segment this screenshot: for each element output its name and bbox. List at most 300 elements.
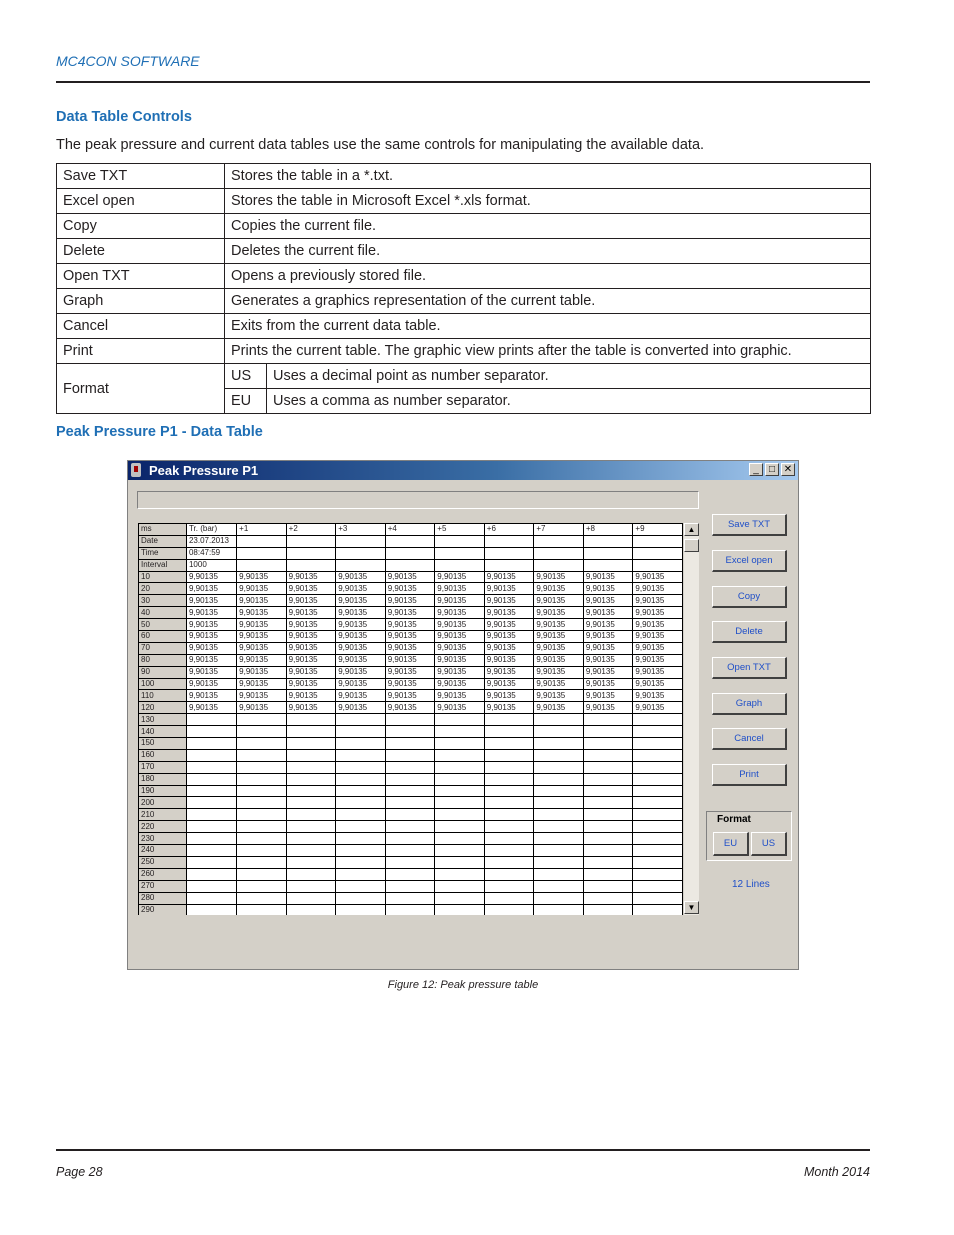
grid-cell[interactable]: 9,90135 [484,678,534,690]
grid-cell[interactable]: 9,90135 [435,619,485,631]
grid-cell[interactable]: 9,90135 [385,702,435,714]
grid-cell[interactable] [633,726,683,738]
excel-open-button[interactable]: Excel open [712,550,787,572]
grid-cell[interactable] [534,892,584,904]
grid-cell[interactable] [633,797,683,809]
copy-button[interactable]: Copy [712,586,787,608]
grid-cell[interactable] [237,797,287,809]
grid-cell[interactable] [286,547,336,559]
grid-cell[interactable]: 9,90135 [435,583,485,595]
vertical-scrollbar[interactable] [684,523,699,915]
grid-cell[interactable] [385,856,435,868]
grid-cell[interactable]: 9,90135 [385,607,435,619]
grid-cell[interactable]: 9,90135 [534,678,584,690]
grid-cell[interactable] [286,738,336,750]
grid-cell[interactable] [385,714,435,726]
grid-cell[interactable] [385,797,435,809]
grid-cell[interactable]: 9,90135 [633,690,683,702]
grid-cell[interactable] [534,773,584,785]
grid-cell[interactable] [583,535,633,547]
grid-cell[interactable]: 9,90135 [435,595,485,607]
scroll-up-icon[interactable]: ▲ [684,523,699,536]
grid-cell[interactable] [286,559,336,571]
grid-cell[interactable]: 9,90135 [435,702,485,714]
print-button[interactable]: Print [712,764,787,786]
grid-cell[interactable] [237,809,287,821]
grid-cell[interactable] [336,856,386,868]
grid-cell[interactable] [237,845,287,857]
grid-cell[interactable]: 9,90135 [237,690,287,702]
grid-cell[interactable] [385,738,435,750]
grid-cell[interactable] [435,833,485,845]
grid-cell[interactable] [336,892,386,904]
grid-cell[interactable] [336,773,386,785]
grid-cell[interactable]: 9,90135 [385,678,435,690]
grid-cell[interactable] [534,845,584,857]
grid-cell[interactable] [435,809,485,821]
grid-cell[interactable] [633,845,683,857]
grid-cell[interactable] [435,892,485,904]
grid-cell[interactable]: 9,90135 [336,607,386,619]
grid-cell[interactable]: 9,90135 [385,595,435,607]
grid-cell[interactable] [385,880,435,892]
grid-cell[interactable] [633,785,683,797]
grid-cell[interactable] [186,785,236,797]
grid-cell[interactable]: 9,90135 [484,666,534,678]
grid-cell[interactable]: 9,90135 [583,607,633,619]
grid-cell[interactable] [534,809,584,821]
grid-cell[interactable] [336,809,386,821]
grid-cell[interactable] [534,738,584,750]
grid-cell[interactable] [435,904,485,915]
grid-cell[interactable]: 9,90135 [237,678,287,690]
grid-cell[interactable]: 9,90135 [237,654,287,666]
grid-cell[interactable]: 9,90135 [385,583,435,595]
grid-cell[interactable]: 9,90135 [286,642,336,654]
grid-cell[interactable] [286,535,336,547]
grid-cell[interactable]: 9,90135 [633,619,683,631]
grid-cell[interactable] [286,809,336,821]
grid-cell[interactable] [186,761,236,773]
grid-cell[interactable]: 9,90135 [237,607,287,619]
grid-cell[interactable] [336,833,386,845]
grid-cell[interactable] [336,785,386,797]
grid-cell[interactable] [286,845,336,857]
grid-cell[interactable]: 9,90135 [336,631,386,643]
grid-cell[interactable] [484,773,534,785]
grid-cell[interactable] [435,880,485,892]
grid-cell[interactable] [237,904,287,915]
grid-cell[interactable] [286,856,336,868]
grid-cell[interactable]: 9,90135 [385,631,435,643]
grid-cell[interactable] [385,726,435,738]
grid-cell[interactable]: 9,90135 [286,619,336,631]
grid-cell[interactable]: 9,90135 [286,595,336,607]
grid-cell[interactable]: 9,90135 [186,619,236,631]
grid-cell[interactable] [484,738,534,750]
grid-cell[interactable]: 9,90135 [534,631,584,643]
grid-cell[interactable]: 9,90135 [583,702,633,714]
grid-cell[interactable]: 9,90135 [336,654,386,666]
grid-cell[interactable]: 9,90135 [435,571,485,583]
grid-cell[interactable] [435,749,485,761]
grid-cell[interactable]: 9,90135 [534,654,584,666]
grid-cell[interactable] [186,797,236,809]
grid-cell[interactable]: 9,90135 [583,690,633,702]
grid-cell[interactable]: 08:47:59 [186,547,236,559]
grid-cell[interactable] [286,833,336,845]
grid-cell[interactable] [186,845,236,857]
grid-cell[interactable]: 9,90135 [534,642,584,654]
grid-cell[interactable] [583,821,633,833]
grid-cell[interactable]: 9,90135 [336,666,386,678]
grid-cell[interactable]: 9,90135 [484,619,534,631]
grid-cell[interactable]: 9,90135 [186,642,236,654]
grid-cell[interactable]: 9,90135 [633,631,683,643]
grid-cell[interactable] [633,880,683,892]
grid-cell[interactable] [286,714,336,726]
grid-cell[interactable] [484,761,534,773]
grid-cell[interactable] [385,904,435,915]
grid-cell[interactable]: 9,90135 [186,690,236,702]
grid-cell[interactable]: 9,90135 [583,595,633,607]
grid-cell[interactable]: 9,90135 [286,690,336,702]
grid-cell[interactable] [633,547,683,559]
grid-cell[interactable] [186,856,236,868]
grid-cell[interactable] [534,535,584,547]
grid-cell[interactable]: 9,90135 [286,702,336,714]
grid-cell[interactable]: 9,90135 [534,583,584,595]
grid-cell[interactable] [633,821,683,833]
grid-cell[interactable]: 9,90135 [336,678,386,690]
grid-cell[interactable]: 9,90135 [237,583,287,595]
grid-cell[interactable] [484,726,534,738]
grid-cell[interactable] [435,535,485,547]
grid-cell[interactable]: 9,90135 [186,571,236,583]
grid-cell[interactable] [385,535,435,547]
grid-cell[interactable]: 9,90135 [633,583,683,595]
grid-cell[interactable] [435,726,485,738]
grid-cell[interactable] [534,749,584,761]
grid-cell[interactable]: 9,90135 [186,678,236,690]
grid-cell[interactable]: 9,90135 [484,595,534,607]
grid-cell[interactable]: 9,90135 [435,666,485,678]
grid-cell[interactable] [633,749,683,761]
grid-cell[interactable] [286,821,336,833]
grid-cell[interactable]: 9,90135 [583,654,633,666]
maximize-icon[interactable]: □ [765,463,779,476]
grid-cell[interactable] [534,856,584,868]
grid-cell[interactable]: 9,90135 [583,642,633,654]
grid-cell[interactable] [484,797,534,809]
grid-cell[interactable] [484,892,534,904]
grid-cell[interactable] [237,868,287,880]
grid-cell[interactable] [484,785,534,797]
grid-cell[interactable] [336,797,386,809]
grid-cell[interactable]: 9,90135 [534,702,584,714]
grid-cell[interactable] [336,845,386,857]
minimize-icon[interactable]: _ [749,463,763,476]
grid-cell[interactable] [534,868,584,880]
grid-cell[interactable] [633,856,683,868]
grid-cell[interactable] [435,559,485,571]
grid-cell[interactable] [237,547,287,559]
grid-cell[interactable] [583,904,633,915]
grid-cell[interactable]: 23.07.2013 [186,535,236,547]
grid-cell[interactable]: 9,90135 [435,690,485,702]
grid-cell[interactable]: 9,90135 [186,631,236,643]
grid-cell[interactable]: 9,90135 [484,702,534,714]
grid-cell[interactable]: 9,90135 [186,607,236,619]
grid-cell[interactable]: 9,90135 [484,642,534,654]
grid-cell[interactable] [484,845,534,857]
grid-cell[interactable] [633,559,683,571]
grid-cell[interactable] [633,892,683,904]
grid-cell[interactable] [385,547,435,559]
grid-cell[interactable] [633,904,683,915]
grid-cell[interactable] [237,833,287,845]
grid-cell[interactable] [385,868,435,880]
grid-cell[interactable] [237,714,287,726]
grid-cell[interactable]: 9,90135 [286,607,336,619]
grid-cell[interactable] [186,809,236,821]
grid-cell[interactable] [583,773,633,785]
grid-cell[interactable]: 9,90135 [583,678,633,690]
grid-cell[interactable]: 9,90135 [186,595,236,607]
grid-cell[interactable] [583,809,633,821]
grid-cell[interactable] [286,726,336,738]
grid-cell[interactable] [484,904,534,915]
data-grid[interactable] [138,523,683,915]
grid-cell[interactable] [633,773,683,785]
grid-cell[interactable] [186,749,236,761]
grid-cell[interactable] [286,773,336,785]
graph-button[interactable]: Graph [712,693,787,715]
grid-cell[interactable] [534,821,584,833]
grid-cell[interactable] [484,535,534,547]
grid-cell[interactable] [583,856,633,868]
grid-cell[interactable]: 9,90135 [286,583,336,595]
grid-cell[interactable] [286,868,336,880]
grid-cell[interactable] [237,738,287,750]
grid-cell[interactable]: 9,90135 [237,642,287,654]
grid-cell[interactable]: 9,90135 [385,654,435,666]
grid-cell[interactable] [534,726,584,738]
grid-cell[interactable] [484,868,534,880]
grid-cell[interactable] [237,856,287,868]
grid-cell[interactable] [633,809,683,821]
grid-cell[interactable]: 9,90135 [237,666,287,678]
grid-cell[interactable]: 9,90135 [484,690,534,702]
grid-cell[interactable] [237,773,287,785]
grid-cell[interactable] [633,833,683,845]
grid-cell[interactable] [336,761,386,773]
grid-cell[interactable] [336,749,386,761]
grid-cell[interactable] [237,785,287,797]
grid-cell[interactable] [534,559,584,571]
grid-cell[interactable]: 9,90135 [534,619,584,631]
grid-cell[interactable] [336,880,386,892]
grid-cell[interactable] [435,868,485,880]
grid-cell[interactable]: 9,90135 [186,583,236,595]
grid-cell[interactable] [385,845,435,857]
grid-cell[interactable]: 9,90135 [484,571,534,583]
grid-cell[interactable] [336,868,386,880]
grid-cell[interactable]: 9,90135 [583,571,633,583]
grid-cell[interactable] [484,880,534,892]
grid-cell[interactable]: 9,90135 [484,583,534,595]
grid-cell[interactable]: 9,90135 [583,631,633,643]
grid-cell[interactable]: 9,90135 [237,702,287,714]
grid-cell[interactable]: 9,90135 [237,571,287,583]
grid-cell[interactable] [583,559,633,571]
grid-cell[interactable]: 9,90135 [336,583,386,595]
grid-cell[interactable]: 9,90135 [583,619,633,631]
grid-cell[interactable] [237,749,287,761]
grid-cell[interactable] [633,714,683,726]
grid-cell[interactable] [186,738,236,750]
grid-cell[interactable]: 9,90135 [633,702,683,714]
grid-cell[interactable] [583,880,633,892]
scroll-thumb[interactable] [684,539,699,552]
grid-cell[interactable] [583,761,633,773]
grid-cell[interactable] [186,833,236,845]
cancel-button[interactable]: Cancel [712,728,787,750]
grid-cell[interactable] [633,738,683,750]
grid-cell[interactable] [583,726,633,738]
grid-cell[interactable]: 9,90135 [336,595,386,607]
grid-cell[interactable]: 9,90135 [534,595,584,607]
grid-cell[interactable]: 9,90135 [336,571,386,583]
grid-cell[interactable] [336,821,386,833]
grid-cell[interactable] [286,904,336,915]
scroll-down-icon[interactable]: ▼ [684,901,699,914]
grid-cell[interactable] [435,547,485,559]
grid-cell[interactable] [583,845,633,857]
grid-cell[interactable] [435,738,485,750]
grid-cell[interactable] [633,535,683,547]
grid-cell[interactable]: 9,90135 [385,571,435,583]
grid-cell[interactable]: 9,90135 [336,690,386,702]
grid-cell[interactable]: 9,90135 [385,619,435,631]
grid-cell[interactable]: 9,90135 [237,619,287,631]
grid-cell[interactable] [534,761,584,773]
grid-cell[interactable] [484,559,534,571]
grid-cell[interactable]: 9,90135 [336,642,386,654]
window-titlebar[interactable] [128,461,798,480]
grid-cell[interactable]: 9,90135 [633,642,683,654]
grid-cell[interactable] [484,809,534,821]
grid-cell[interactable]: 9,90135 [237,631,287,643]
grid-cell[interactable]: 9,90135 [336,619,386,631]
grid-cell[interactable]: 9,90135 [336,702,386,714]
grid-cell[interactable] [435,797,485,809]
grid-cell[interactable]: 9,90135 [186,666,236,678]
format-eu-button[interactable]: EU [713,832,749,856]
grid-cell[interactable]: 1000 [186,559,236,571]
grid-cell[interactable] [633,868,683,880]
grid-cell[interactable] [435,773,485,785]
grid-cell[interactable]: 9,90135 [186,702,236,714]
grid-cell[interactable]: 9,90135 [286,654,336,666]
grid-cell[interactable] [237,821,287,833]
grid-cell[interactable] [385,821,435,833]
grid-cell[interactable] [186,892,236,904]
grid-cell[interactable] [385,749,435,761]
grid-cell[interactable]: 9,90135 [633,571,683,583]
grid-cell[interactable] [237,892,287,904]
grid-cell[interactable] [583,785,633,797]
grid-cell[interactable]: 9,90135 [633,654,683,666]
grid-cell[interactable] [385,833,435,845]
grid-cell[interactable]: 9,90135 [633,595,683,607]
format-us-button[interactable]: US [751,832,787,856]
grid-cell[interactable]: 9,90135 [286,571,336,583]
grid-cell[interactable] [186,773,236,785]
grid-cell[interactable] [286,797,336,809]
grid-cell[interactable] [286,880,336,892]
grid-cell[interactable] [237,726,287,738]
grid-cell[interactable] [534,833,584,845]
grid-cell[interactable] [583,868,633,880]
grid-cell[interactable] [484,547,534,559]
grid-cell[interactable] [583,833,633,845]
grid-cell[interactable] [286,761,336,773]
grid-cell[interactable] [385,809,435,821]
grid-cell[interactable] [583,749,633,761]
grid-cell[interactable] [435,785,485,797]
close-icon[interactable]: ✕ [781,463,795,476]
grid-cell[interactable] [435,856,485,868]
grid-cell[interactable]: 9,90135 [534,571,584,583]
grid-cell[interactable]: 9,90135 [633,666,683,678]
grid-cell[interactable]: 9,90135 [435,631,485,643]
grid-cell[interactable] [237,559,287,571]
grid-cell[interactable] [534,547,584,559]
delete-button[interactable]: Delete [712,621,787,643]
grid-cell[interactable]: 9,90135 [385,690,435,702]
grid-cell[interactable] [286,785,336,797]
grid-cell[interactable]: 9,90135 [435,607,485,619]
grid-cell[interactable] [385,892,435,904]
grid-cell[interactable]: 9,90135 [286,678,336,690]
grid-cell[interactable] [484,856,534,868]
grid-cell[interactable]: 9,90135 [534,607,584,619]
open-txt-button[interactable]: Open TXT [712,657,787,679]
grid-cell[interactable]: 9,90135 [435,654,485,666]
grid-cell[interactable] [385,559,435,571]
grid-cell[interactable] [336,559,386,571]
grid-cell[interactable] [435,714,485,726]
grid-cell[interactable] [583,892,633,904]
grid-cell[interactable] [186,726,236,738]
grid-cell[interactable] [534,714,584,726]
grid-cell[interactable] [385,773,435,785]
grid-cell[interactable] [186,904,236,915]
grid-cell[interactable] [583,714,633,726]
grid-cell[interactable] [336,904,386,915]
grid-cell[interactable] [534,880,584,892]
grid-cell[interactable] [336,547,386,559]
grid-cell[interactable] [336,714,386,726]
grid-cell[interactable]: 9,90135 [633,678,683,690]
grid-cell[interactable] [286,749,336,761]
grid-cell[interactable]: 9,90135 [534,690,584,702]
grid-cell[interactable]: 9,90135 [583,666,633,678]
grid-cell[interactable]: 9,90135 [385,642,435,654]
grid-cell[interactable] [534,785,584,797]
grid-cell[interactable]: 9,90135 [583,583,633,595]
